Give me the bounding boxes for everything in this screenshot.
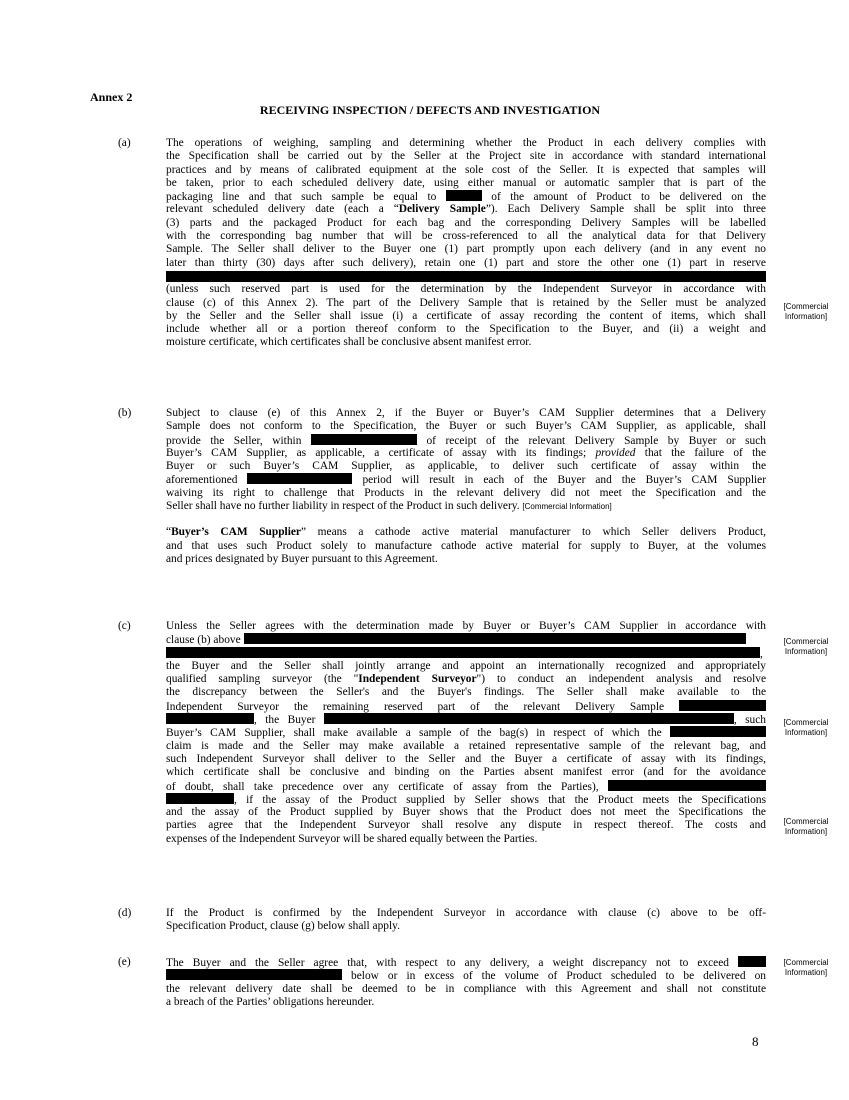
text-line: parties agree that the Independent Surveyor shall resolve any dispute in respect thereof. The costs and	[166, 819, 766, 832]
margin-note: [Commercial Information]	[783, 817, 829, 836]
text-fragment: Buyer’s CAM Supplier, as applicable, a certificate of assay with its findings;	[166, 446, 587, 459]
text-fragment: that the failure of the	[644, 446, 766, 459]
defined-term: Delivery Sample	[398, 203, 486, 216]
text-fragment: ,	[760, 647, 763, 660]
text-line	[166, 447, 766, 460]
text-line: Subject to clause (e) of this Annex 2, if the Buyer or Buyer’s CAM Supplier determines that a Delivery	[166, 407, 766, 419]
text-line: with the corresponding bag number that will be cross-referenced to all the analytical data for that Delivery	[166, 230, 766, 243]
text-line: and the assay of the Product supplied by Buyer shows that the Product does not meet the Specifications the	[166, 806, 766, 819]
text-line	[166, 434, 766, 447]
text-fragment: provide the Seller, within	[166, 434, 302, 447]
text-line: clause (c) of this Annex 2). The part of the Delivery Sample that is retained by the Seller must be analyzed	[166, 296, 766, 309]
text-fragment: Independent Surveyor the remaining reserved part of the relevant Delivery Sample	[166, 700, 665, 713]
inline-note: [Commercial Information]	[522, 502, 612, 512]
page-number: 8	[752, 1034, 759, 1049]
text-line: the Specification shall be carried out by the Seller at the Project site in accordance with standard international	[166, 150, 766, 163]
text-line: waiving its right to challenge that Products in the relevant delivery did not meet the Specification and the	[166, 486, 766, 499]
text-fragment: The Buyer and the Seller agree that, with respect to any delivery, a weight discrepancy not to exceed	[166, 957, 729, 969]
italic-term: provided	[595, 446, 636, 459]
text-fragment: of doubt, shall take precedence over any certificate of assay from the Parties),	[166, 780, 599, 793]
text-line: (3) parts and the packaged Product for each bag and the corresponding Delivery Samples will be labelled	[166, 216, 766, 229]
margin-note: [Commercial Information]	[783, 302, 829, 321]
text-fragment: below or in excess of the volume of Product scheduled to be delivered on	[351, 970, 766, 983]
text-fragment: ” means a cathode active material manufacturer to which Seller delivers Product,	[301, 526, 767, 539]
text-line: expenses of the Independent Surveyor will be shared equally between the Parties.	[166, 832, 538, 845]
redaction-block	[166, 793, 234, 804]
text-fragment: Buyer’s CAM Supplier, shall make available a sample of the bag(s) in respect of which the	[166, 727, 662, 740]
text-fragment: , if the assay of the Product supplied by Seller shows that the Product meets the Specifications	[234, 793, 766, 806]
clause-letter: (e)	[118, 956, 131, 968]
text-line: by the Seller and the Seller shall issue (i) a certificate of assay recording the content of items, which shall	[166, 309, 766, 322]
redaction-block	[324, 713, 734, 724]
redaction-block	[244, 633, 746, 644]
clause-body	[166, 956, 766, 1009]
clause-body	[166, 907, 766, 934]
text-fragment: of the amount of Product to be delivered on the	[491, 191, 767, 204]
text-line	[166, 713, 766, 726]
text-line	[166, 633, 766, 646]
text-line: a breach of the Parties’ obligations hereunder.	[166, 995, 375, 1008]
margin-note: [Commercial Information]	[783, 637, 829, 656]
text-line: the Buyer and the Seller shall jointly arrange and appoint an internationally recognized and appropriately	[166, 659, 766, 672]
text-fragment: ”). Each Delivery Sample shall be split into three	[485, 203, 766, 216]
clause-body	[166, 620, 766, 846]
text-line: the relevant delivery date shall be deemed to be in compliance with this Agreement and shall not constitute	[166, 982, 766, 995]
annex-label: Annex 2	[90, 90, 133, 104]
text-line	[166, 526, 766, 539]
text-line: If the Product is confirmed by the Independent Surveyor in accordance with clause (c) above to be off-	[166, 907, 766, 919]
text-line: Buyer or such Buyer’s CAM Supplier, as applicable, to deliver such certificate of assay within the	[166, 460, 766, 473]
clause-letter: (b)	[118, 407, 132, 419]
text-line: and prices designated by Buyer pursuant to this Agreement.	[166, 552, 438, 565]
text-line: and that uses such Product solely to manufacture cathode active material for supply to Buyer, at the volumes	[166, 539, 766, 552]
text-fragment: , such	[733, 714, 767, 727]
text-line: such Independent Surveyor shall deliver to the Seller and the Buyer a certificate of assay with its findings,	[166, 752, 766, 765]
clause-letter: (d)	[118, 907, 132, 919]
text-fragment: of receipt of the relevant Delivery Sample by Buyer or such	[426, 434, 766, 447]
text-line: moisture certificate, which certificates shall be conclusive absent manifest error.	[166, 336, 532, 349]
redaction-block	[166, 647, 760, 658]
text-fragment: ") to conduct an independent analysis and resolve	[476, 673, 766, 686]
text-fragment: aforementioned	[166, 474, 238, 487]
text-line: be taken, prior to each scheduled delivery date, using either manual or automatic sampler that is part of the	[166, 176, 766, 189]
text-line	[166, 793, 766, 806]
margin-note: [Commercial Information]	[783, 958, 829, 977]
text-fragment: “	[166, 526, 172, 539]
text-line	[166, 500, 766, 513]
redaction-block	[738, 956, 766, 967]
text-line: Specification Product, clause (g) below shall apply.	[166, 920, 400, 933]
redaction-block	[670, 726, 766, 737]
redaction-block	[247, 473, 352, 484]
text-line	[166, 673, 766, 686]
text-line: which certificate shall be conclusive and binding on the Parties absent manifest error (and for the avoidance	[166, 766, 766, 779]
page-title: RECEIVING INSPECTION / DEFECTS AND INVESTIGATION	[259, 103, 601, 117]
redaction-block	[679, 700, 766, 711]
redaction-block	[311, 434, 417, 445]
text-line	[166, 190, 766, 203]
text-line	[166, 969, 766, 982]
text-line: later than thirty (30) days after such delivery), retain one (1) part and store the other one (1) part in reserve	[166, 256, 766, 269]
text-fragment: clause (b) above	[166, 634, 241, 647]
text-line	[166, 956, 766, 969]
text-fragment: period will result in each of the Buyer and the Buyer’s CAM Supplier	[362, 474, 766, 487]
text-line	[166, 700, 766, 713]
text-fragment: Seller shall have no further liability in respect of the Product in such delivery.	[166, 500, 520, 513]
text-line	[166, 780, 766, 793]
clause-body	[166, 407, 766, 566]
clause-body	[166, 137, 766, 350]
text-line	[166, 726, 766, 739]
text-fragment: packaging line and that such sample be equal to	[166, 191, 437, 204]
text-line: Sample does not conform to the Specification, the Buyer or such Buyer’s CAM Supplier, as applicable, shall	[166, 420, 766, 433]
text-line: include whether all or a portion thereof conform to the Specification to the Buyer, and (ii) a weight and	[166, 323, 766, 336]
defined-term: Buyer’s CAM Supplier	[171, 526, 301, 539]
text-line: Unless the Seller agrees with the determination made by Buyer or Buyer’s CAM Supplier in accordance with	[166, 620, 766, 632]
text-line: the discrepancy between the Seller's and the Buyer's findings. The Seller shall make available to the	[166, 686, 766, 699]
text-line: claim is made and the Seller may make available a retained representative sample of the relevant bag, and	[166, 739, 766, 752]
redaction-block	[166, 271, 766, 282]
text-line: (unless such reserved part is used for the determination by the Independent Surveyor in accordance with	[166, 283, 766, 296]
text-fragment: , the Buyer	[254, 714, 316, 727]
margin-note: [Commercial Information]	[783, 718, 829, 737]
text-fragment: relevant scheduled delivery date (each a “	[166, 203, 399, 216]
redaction-block	[166, 713, 254, 724]
text-fragment: qualified sampling surveyor (the "	[166, 673, 359, 686]
text-line	[166, 647, 766, 660]
text-line: The operations of weighing, sampling and determining whether the Product in each delivery complies with	[166, 137, 766, 149]
clause-letter: (c)	[118, 620, 131, 632]
defined-term: Independent Surveyor	[358, 673, 477, 686]
text-line	[166, 473, 766, 486]
text-line: Sample. The Seller shall deliver to the Buyer one (1) part promptly upon each delivery (and in any event no	[166, 243, 766, 256]
text-line: practices and by means of calibrated equipment at the sole cost of the Seller. It is expected that samples will	[166, 163, 766, 176]
redaction-block	[446, 190, 482, 201]
redaction-block	[166, 969, 342, 980]
clause-letter: (a)	[118, 137, 131, 149]
redaction-block	[608, 780, 766, 791]
text-line	[166, 203, 766, 216]
